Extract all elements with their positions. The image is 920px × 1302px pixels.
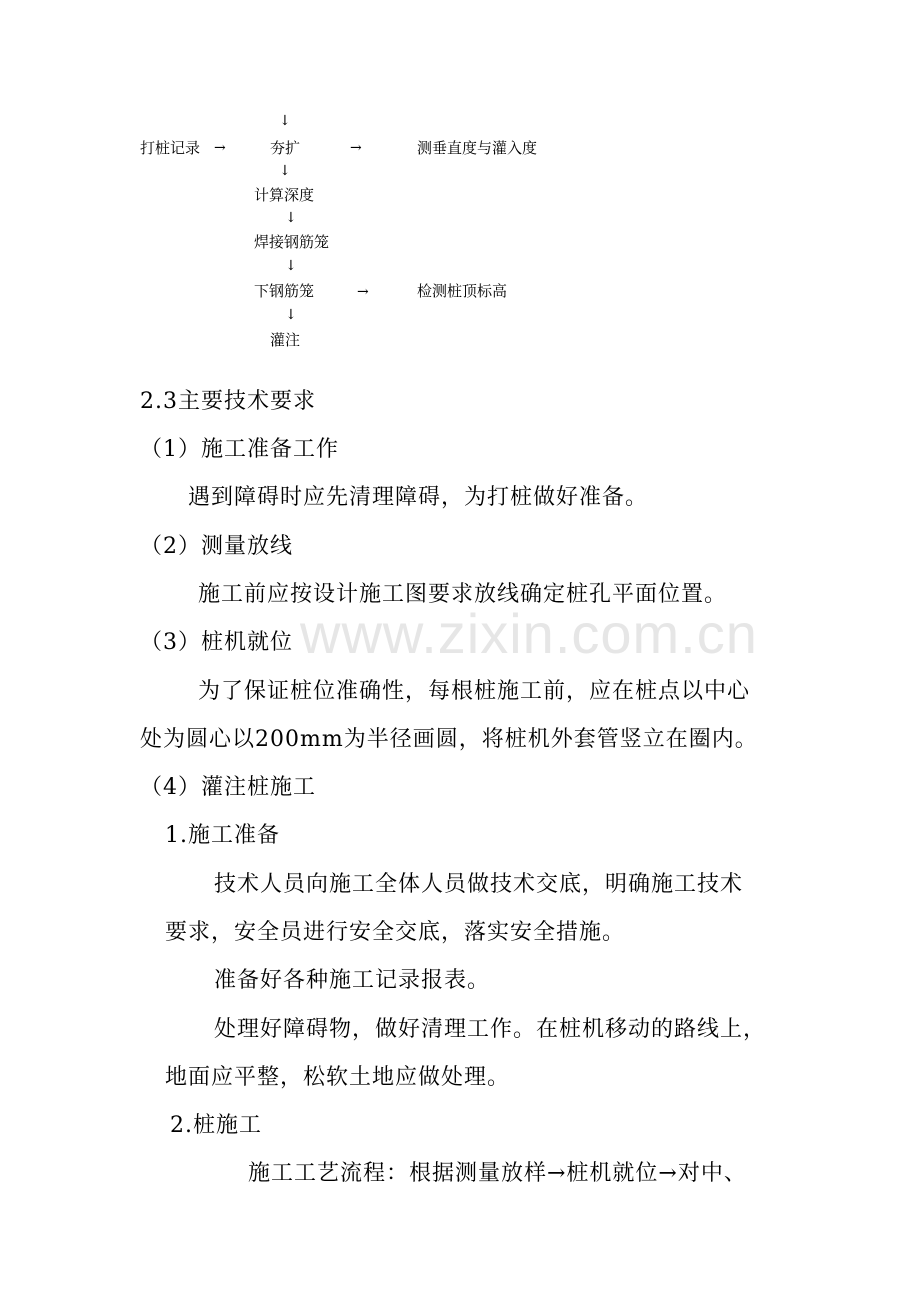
arrow-down: ↓ (285, 210, 297, 226)
arrow-right: → (357, 284, 369, 300)
flow-step-pour: 灌注 (270, 331, 301, 349)
flow-step-record: 打桩记录 (140, 139, 201, 157)
arrow-down: ↓ (285, 258, 297, 274)
flow-step-measure-vertical: 测垂直度与灌入度 (417, 139, 538, 157)
paragraph-line: 处理好障碍物，做好清理工作。在桩机移动的路线上， (214, 1017, 767, 1042)
paragraph-line: 处为圆心以200mm为半径画圆，将桩机外套管竖立在圈内。 (140, 727, 758, 752)
item-title: （1）施工准备工作 (140, 437, 339, 462)
arrow-down: ↓ (279, 163, 291, 179)
paragraph-line: 为了保证桩位准确性，每根桩施工前，应在桩点以中心 (198, 679, 751, 704)
arrow-right: → (350, 140, 362, 156)
paragraph-line: 要求，安全员进行安全交底，落实安全措施。 (165, 920, 626, 945)
paragraph-line: 技术人员向施工全体人员做技术交底，明确施工技术 (214, 872, 744, 897)
paragraph-line: 地面应平整，松软土地应做处理。 (165, 1065, 511, 1090)
flow-step-lower-cage: 下钢筋笼 (254, 282, 315, 300)
subsection-title: 1.施工准备 (165, 823, 280, 848)
arrow-down: ↓ (285, 307, 297, 323)
paragraph: 施工前应按设计施工图要求放线确定桩孔平面位置。 (198, 582, 728, 607)
paragraph-line: 施工工艺流程：根据测量放样→桩机就位→对中、 (248, 1161, 747, 1186)
subsection-title: 2.桩施工 (170, 1113, 262, 1138)
paragraph: 准备好各种施工记录报表。 (214, 968, 491, 993)
item-title: （4）灌注桩施工 (140, 775, 316, 800)
flow-step-calc-depth: 计算深度 (254, 186, 315, 204)
flow-step-expand: 夯扩 (270, 139, 301, 157)
arrow-down: ↓ (279, 113, 291, 129)
watermark: www.zixin.com.cn (300, 602, 758, 665)
flow-step-weld-cage: 焊接钢筋笼 (254, 233, 330, 251)
item-title: （3）桩机就位 (140, 630, 293, 655)
arrow-right: → (214, 140, 226, 156)
paragraph: 遇到障碍时应先清理障碍，为打桩做好准备。 (188, 485, 649, 510)
item-title: （2）测量放线 (140, 534, 293, 559)
section-heading: 2.3主要技术要求 (140, 389, 316, 414)
flow-step-check-top: 检测桩顶标高 (417, 282, 508, 300)
